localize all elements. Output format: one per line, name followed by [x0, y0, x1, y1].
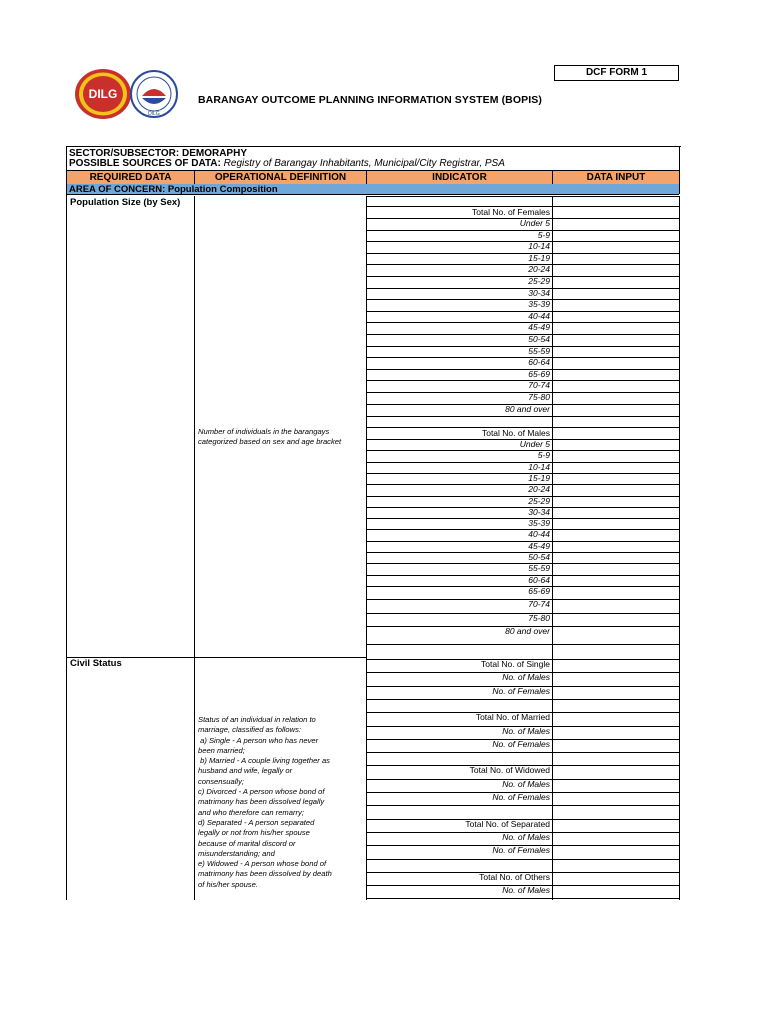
- civil-definition-line: Status of an individual in relation to: [198, 715, 316, 724]
- civil-males-label: No. of Males: [502, 831, 550, 842]
- female-age-bracket: 80 and over: [505, 403, 550, 414]
- col-operational-definition: OPERATIONAL DEFINITION: [195, 171, 367, 184]
- col-sep-4: [679, 196, 680, 900]
- indicator-row-line: [366, 699, 680, 700]
- civil-males-label: No. of Males: [502, 672, 550, 683]
- civil-definition-line: legally or not from his/her spouse: [198, 828, 310, 838]
- area-of-concern: AREA OF CONCERN: Population Composition: [67, 184, 679, 195]
- female-age-bracket: 5-9: [537, 229, 550, 240]
- male-age-bracket: 30-34: [528, 506, 550, 517]
- civil-status-definition: [198, 715, 364, 890]
- civil-definition-line: because of marital discord or: [198, 838, 296, 848]
- civil-definition-line: of his/her spouse.: [198, 879, 258, 889]
- civil-definition-line: d) Separated - A person separated: [198, 817, 315, 827]
- male-age-bracket: 20-24: [528, 484, 550, 495]
- col-data-input: DATA INPUT: [586, 172, 646, 183]
- civil-females-label: No. of Females: [492, 792, 550, 802]
- male-age-bracket: 80 and over: [505, 625, 550, 636]
- male-age-bracket: 15-19: [528, 472, 550, 483]
- female-age-bracket: 30-34: [528, 287, 550, 298]
- dilg-logo-text: DILG: [88, 87, 118, 101]
- female-age-bracket: 60-64: [528, 357, 550, 368]
- civil-females-label: No. of Females: [492, 845, 550, 856]
- sources-label: POSSIBLE SOURCES OF DATA:: [69, 158, 221, 169]
- dilg-secondary-seal-logo: [130, 70, 178, 118]
- indicator-row-line: [366, 196, 680, 197]
- civil-definition-line: and who therefore can remarry;: [198, 807, 304, 817]
- col-sep-1: [194, 196, 195, 900]
- population-definition: Number of individuals in the barangays categorized based on sex and age bracket: [198, 427, 342, 447]
- female-age-bracket: 75-80: [528, 392, 550, 402]
- civil-total-label: Total No. of Married: [475, 712, 550, 723]
- civil-definition-line: e) Widowed - A person whose bond of: [198, 859, 327, 869]
- female-age-bracket: 40-44: [528, 310, 550, 321]
- sources-value: Registry of Barangay Inhabitants, Municipal/City Registrar, PSA: [223, 158, 505, 169]
- male-age-bracket: 25-29: [528, 495, 550, 506]
- secondary-logo-text: DILG: [148, 111, 160, 117]
- civil-males-label: No. of Males: [502, 725, 550, 736]
- female-age-bracket: 55-59: [528, 345, 550, 356]
- indicator-row-line: [366, 752, 680, 753]
- civil-total-label: Total No. of Single: [481, 659, 550, 669]
- female-age-bracket: 25-29: [528, 276, 550, 286]
- page-title: BARANGAY OUTCOME PLANNING INFORMATION SYSTEM (BOPIS): [198, 94, 542, 106]
- indicator-row-line: [366, 644, 680, 645]
- civil-definition-line: marriage, classified as follows:: [198, 725, 301, 735]
- form-code-box: DCF FORM 1: [554, 65, 679, 81]
- male-age-bracket: 60-64: [528, 574, 550, 585]
- civil-definition-line: matrimony has been dissolved legally: [198, 797, 325, 807]
- male-age-bracket: 70-74: [528, 599, 550, 610]
- civil-status-label: Civil Status: [70, 658, 122, 669]
- civil-definition-line: husband and wife, legally or: [198, 766, 293, 776]
- table-left-border: [66, 146, 67, 900]
- male-age-bracket: 45-49: [528, 540, 550, 551]
- female-age-bracket: 45-49: [528, 322, 550, 333]
- col-sep-3: [552, 196, 553, 900]
- male-age-bracket: 65-69: [528, 585, 550, 596]
- civil-males-label: No. of Males: [502, 885, 550, 896]
- female-age-bracket: 50-54: [528, 334, 550, 344]
- civil-total-label: Total No. of Widowed: [469, 765, 550, 776]
- males-total-label: Total No. of Males: [481, 428, 550, 438]
- male-age-bracket: 35-39: [528, 518, 550, 529]
- female-age-bracket: 15-19: [528, 252, 550, 263]
- col-indicator: INDICATOR: [367, 171, 553, 184]
- dilg-seal-logo: [74, 68, 132, 120]
- civil-definition-line: consensually;: [198, 776, 245, 786]
- column-header-row: [67, 170, 679, 185]
- female-age-bracket: 10-14: [528, 241, 550, 252]
- female-age-bracket: 35-39: [528, 299, 550, 310]
- sector-label: SECTOR/SUBSECTOR: DEMORAPHY: [67, 146, 681, 160]
- female-age-bracket: 70-74: [528, 380, 550, 391]
- civil-males-label: No. of Males: [502, 778, 550, 789]
- female-age-bracket: 20-24: [528, 264, 550, 275]
- civil-definition-line: been married;: [198, 745, 245, 755]
- male-age-bracket: 5-9: [537, 450, 550, 461]
- civil-definition-line: matrimony has been dissolved by death: [198, 869, 332, 879]
- female-age-bracket: 65-69: [528, 368, 550, 379]
- civil-definition-line: a) Single - A person who has never: [198, 735, 319, 745]
- male-age-bracket: 55-59: [528, 563, 550, 574]
- females-total-label: Total No. of Females: [472, 207, 550, 217]
- male-age-bracket: 10-14: [528, 461, 550, 472]
- data-sources: [67, 158, 681, 170]
- female-age-bracket: Under 5: [519, 218, 550, 228]
- indicator-row-line: [366, 898, 680, 899]
- male-age-bracket: Under 5: [519, 439, 550, 449]
- col-sep-2: [366, 196, 367, 900]
- male-age-bracket: 50-54: [528, 552, 550, 562]
- indicator-row-line: [366, 805, 680, 806]
- indicator-row-line: [366, 859, 680, 860]
- civil-definition-line: misunderstanding; and: [198, 848, 275, 858]
- civil-females-label: No. of Females: [492, 738, 550, 749]
- male-age-bracket: 40-44: [528, 529, 550, 540]
- male-age-bracket: 75-80: [528, 612, 550, 623]
- civil-total-label: Total No. of Others: [479, 871, 550, 882]
- civil-females-label: No. of Females: [492, 685, 550, 696]
- indicator-row-line: [366, 416, 680, 417]
- civil-section-divider-2: [194, 657, 367, 658]
- civil-total-label: Total No. of Separated: [465, 818, 550, 829]
- civil-definition-line: c) Divorced - A person whose bond of: [198, 787, 325, 797]
- civil-definition-line: b) Married - A couple living together as: [198, 756, 330, 766]
- col-required-data: REQUIRED DATA: [67, 171, 195, 184]
- population-size-label: Population Size (by Sex): [70, 197, 181, 208]
